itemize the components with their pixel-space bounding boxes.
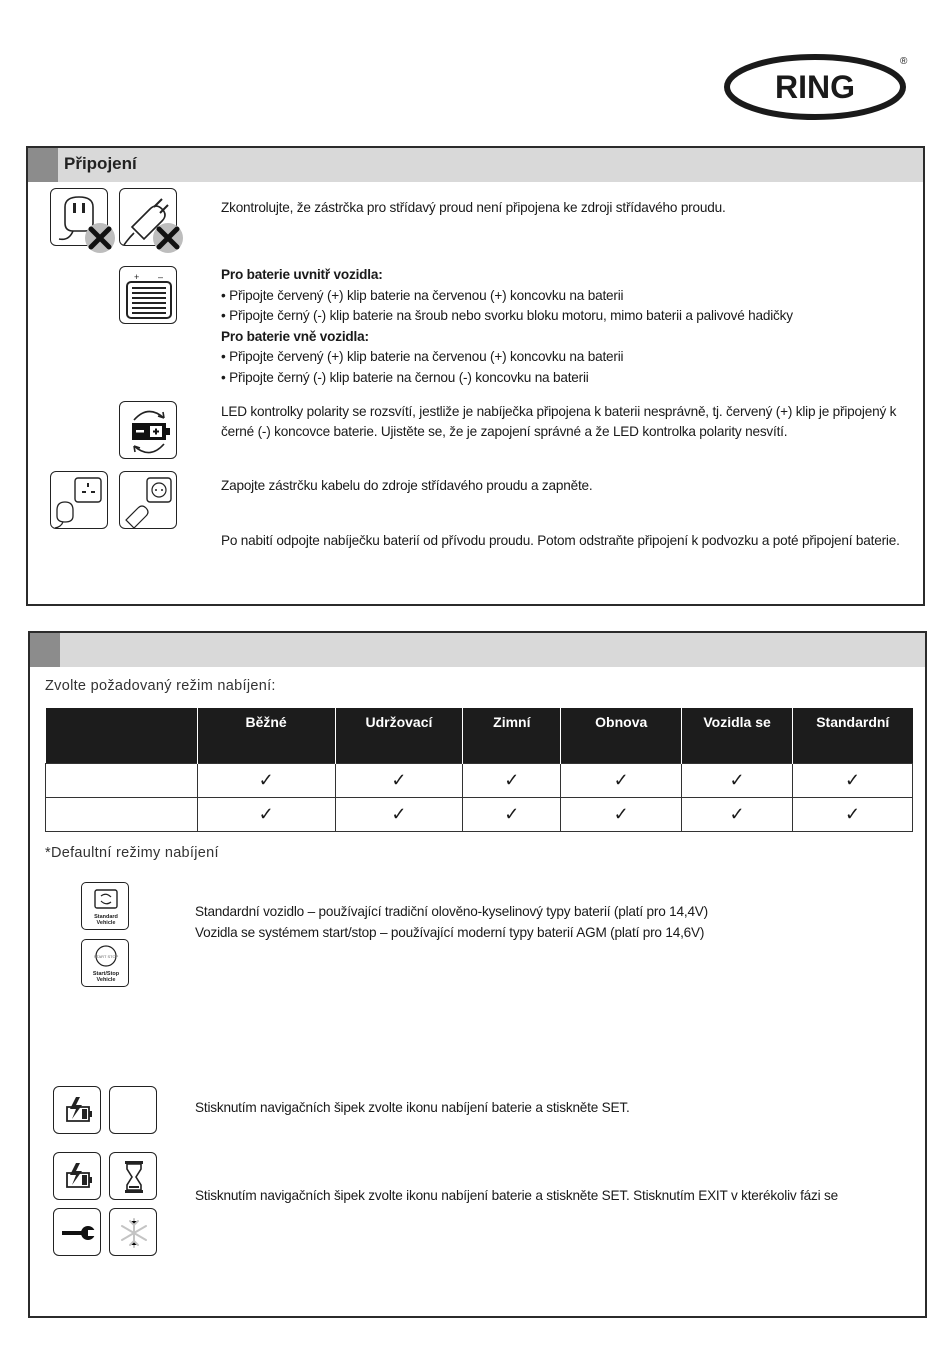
- start-stop-icon-label: Start/Stop: [92, 971, 120, 977]
- start-stop-vehicle-icon: [81, 939, 129, 987]
- check-mark: ✓: [793, 764, 913, 798]
- inside-step-1: • Připojte červený (+) klip baterie na červenou (+) koncovku na baterii: [221, 288, 624, 303]
- inside-step-2: • Připojte černý (-) klip baterie na šroub nebo svorku bloku motoru, mimo baterii a palivové hadičky: [221, 308, 793, 323]
- column-header: Obnova: [561, 708, 682, 764]
- outside-heading-text: Pro baterie vně vozidla:: [221, 329, 369, 344]
- cross-icon: [152, 222, 184, 254]
- inside-vehicle-heading: [221, 265, 383, 286]
- connection-header: [28, 148, 923, 182]
- logo-text: RING: [775, 69, 855, 105]
- column-header: Udržovací: [335, 708, 463, 764]
- standard-vehicle-icon: [81, 882, 129, 930]
- uk-socket-icon: [50, 471, 108, 529]
- led-polarity-text-2: černé (-) koncovce baterie. Ujistěte se, že je zapojení správné a že LED kontrolka polarity nesvítí.: [221, 424, 788, 439]
- header-tab-marker: [28, 148, 58, 182]
- inside-heading-text: Pro baterie uvnitř vozidla:: [221, 267, 383, 282]
- nav-instruction-2: Stisknutím navigačních šipek zvolte ikonu nabíjení baterie a stiskněte SET. Stisknutím EXIT v kterékoliv fázi se: [195, 1188, 838, 1203]
- column-header: Vozidla se: [682, 708, 793, 764]
- after-charging-text: Po nabití odpojte nabíječku baterií od přívodu proudu. Potom odstraňte připojení k podvozku a poté připojení baterie.: [221, 533, 900, 548]
- outside-step-2: • Připojte černý (-) klip baterie na černou (-) koncovku na baterii: [221, 370, 589, 385]
- check-mark: ✓: [335, 798, 463, 832]
- column-header: Běžné: [197, 708, 335, 764]
- table-cell: [46, 798, 198, 832]
- outside-step-1: • Připojte červený (+) klip baterie na červenou (+) koncovku na baterii: [221, 349, 624, 364]
- modes-table-header: [46, 708, 913, 764]
- polarity-swap-icon: [119, 401, 177, 459]
- modes-header: [30, 633, 925, 667]
- modes-table: [45, 708, 913, 832]
- table-cell: [46, 764, 198, 798]
- plug-in-text: Zapojte zástrčku kabelu do zdroje střídavého proudu a zapněte.: [221, 478, 593, 493]
- empty-mode-icon: [109, 1086, 157, 1134]
- cross-icon: [84, 222, 116, 254]
- wrench-icon: [53, 1208, 101, 1256]
- hourglass-icon: [109, 1152, 157, 1200]
- column-header: [46, 708, 198, 764]
- standard-icon-label: Standard: [94, 914, 118, 920]
- charging-battery-icon: [53, 1152, 101, 1200]
- check-mark: ✓: [682, 798, 793, 832]
- standard-icon-label: Vehicle: [96, 920, 116, 926]
- start-stop-vehicle-desc: Vozidla se systémem start/stop – používající moderní typy baterií AGM (platí pro 14,6V): [195, 925, 705, 940]
- step-check-plug: Zkontrolujte, že zástrčka pro střídavý proud není připojena ke zdroji střídavého proudu.: [221, 200, 726, 215]
- check-mark: ✓: [561, 798, 682, 832]
- header-tab-marker: [30, 633, 60, 667]
- check-mark: ✓: [463, 764, 561, 798]
- check-mark: ✓: [197, 764, 335, 798]
- check-mark: ✓: [335, 764, 463, 798]
- svg-text:+: +: [134, 272, 140, 282]
- standard-vehicle-desc: Standardní vozidlo – používající tradiční olověno-kyselinový typy baterií (platí pro 14,4V): [195, 904, 708, 919]
- check-mark: ✓: [561, 764, 682, 798]
- connection-title: Připojení: [64, 154, 137, 173]
- check-mark: ✓: [197, 798, 335, 832]
- column-header: Standardní: [793, 708, 913, 764]
- charging-battery-icon: [53, 1086, 101, 1134]
- eu-socket-icon: [119, 471, 177, 529]
- registered-mark: ®: [900, 56, 908, 67]
- modes-intro: Zvolte požadovaný režim nabíjení:: [45, 678, 276, 694]
- battery-icon: [119, 266, 177, 324]
- svg-text:–: –: [158, 272, 164, 282]
- start-stop-icon-label: Vehicle: [96, 977, 116, 983]
- table-row: [46, 798, 913, 832]
- table-row: [46, 764, 913, 798]
- snowflake-icon: [109, 1208, 157, 1256]
- default-modes-note: *Defaultní režimy nabíjení: [45, 845, 219, 861]
- start-stop-inner-label: START STOP: [93, 954, 119, 959]
- outside-vehicle-heading: [221, 327, 369, 348]
- ring-logo: [722, 52, 912, 122]
- check-mark: ✓: [793, 798, 913, 832]
- check-mark: ✓: [682, 764, 793, 798]
- check-mark: ✓: [463, 798, 561, 832]
- led-polarity-text-1: LED kontrolky polarity se rozsvítí, jestliže je nabíječka připojena k baterii nesprávně, tj. červený (+) klip je připojený k: [221, 404, 897, 419]
- column-header: Zimní: [463, 708, 561, 764]
- nav-instruction-1: Stisknutím navigačních šipek zvolte ikonu nabíjení baterie a stiskněte SET.: [195, 1100, 630, 1115]
